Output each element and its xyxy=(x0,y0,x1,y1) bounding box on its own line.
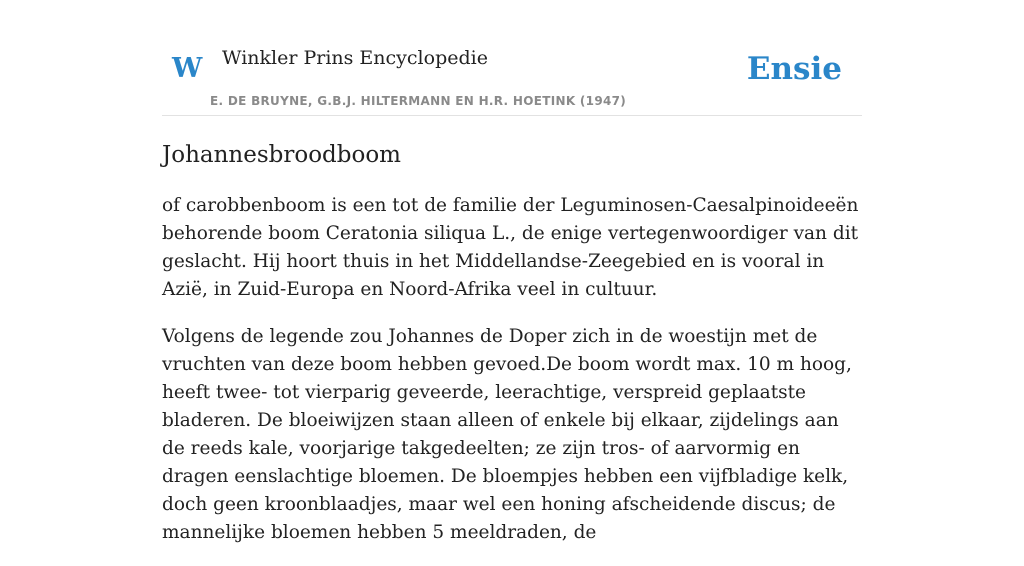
publication-title[interactable]: Winkler Prins Encyclopedie xyxy=(222,47,488,69)
site-header xyxy=(162,40,862,116)
entry-paragraph-2: Volgens de legende zou Johannes de Doper zich in de woestijn met de vruchten van deze boom hebben gevoed.De boom wordt max. 10 m hoog, heeft twee- tot vierparig geveerde, leerachtige, verspreid geplaatste bladeren. De bloeiwijzen staan alleen of enkele bij elkaar, zijdelings aan de reeds kale, voorjarige takgedeelten; ze zijn tros- of aarvormig en dragen eenslachtige bloemen. De bloempjes hebben een vijfbladige kelk, doch geen kroonblaadjes, maar wel een honing afscheidende discus; de mannelijke bloemen hebben 5 meeldraden, de xyxy=(162,326,852,543)
ensie-logo[interactable]: Ensie xyxy=(746,51,842,87)
authors-line: E. DE BRUYNE, G.B.J. HILTERMANN EN H.R. HOETINK (1947) xyxy=(210,94,627,108)
entry-body xyxy=(162,192,862,566)
entry-paragraph-1: of carobbenboom is een tot de familie der Leguminosen-Caesalpinoideeën behorende boom Ceratonia siliqua L., de enige vertegenwoordiger van dit geslacht. Hij hoort thuis in het Middellandse-Zeegebied en is vooral in Azië, in Zuid-Europa en Noord-Afrika veel in cultuur. xyxy=(162,195,859,300)
entry-title: Johannesbroodboom xyxy=(162,142,401,168)
w-logo-icon[interactable]: W xyxy=(172,53,203,84)
